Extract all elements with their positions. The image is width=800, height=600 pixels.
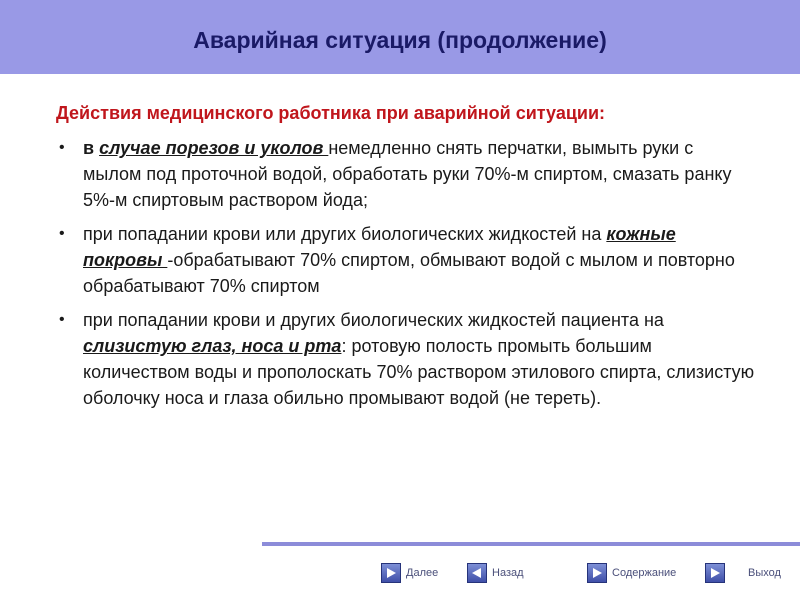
- item-text: : ротовую полость промыть большим количеством воды и прополоскать 70% раствором этилового спирта, слизистую оболочку носа и глаза обильно промывают водой (не тереть).: [83, 336, 755, 408]
- bullet-icon: •: [59, 225, 65, 242]
- item-highlight: кожные покровы: [83, 224, 676, 270]
- next-button[interactable]: [381, 562, 438, 584]
- list-item-mucosa: [56, 307, 756, 411]
- list-item-cuts: [56, 135, 756, 213]
- item-lead: при попадании крови и других биологических жидкостей пациента на: [83, 310, 664, 330]
- arrow-right-icon: [587, 563, 607, 583]
- contents-button[interactable]: [587, 562, 676, 584]
- item-text: немедленно снять перчатки, вымыть руки с мылом под проточной водой, обработать руки 70%-м спиртом, смазать ранку 5%-м спиртовым раствором йода;: [83, 138, 732, 210]
- main-content: [56, 103, 756, 419]
- item-lead: в: [83, 138, 100, 158]
- arrow-left-icon: [467, 563, 487, 583]
- bullet-icon: •: [59, 139, 65, 156]
- item-lead: при попадании крови или других биологических жидкостей на: [83, 224, 607, 244]
- arrow-right-icon: [705, 563, 725, 583]
- back-button[interactable]: [467, 562, 524, 584]
- title-bar: [0, 0, 800, 74]
- bullet-icon: •: [59, 311, 65, 328]
- footer-divider: [262, 542, 800, 546]
- item-highlight: слизистую глаз, носа и рта: [83, 336, 342, 356]
- exit-label: Выход: [748, 567, 781, 579]
- section-subtitle: Действия медицинского работника при аварийной ситуации:: [56, 103, 606, 123]
- arrow-right-icon: [381, 563, 401, 583]
- list-item-skin: [56, 221, 756, 299]
- next-label: Далее: [406, 567, 439, 579]
- page-title: Аварийная ситуация (продолжение): [193, 26, 607, 53]
- action-list: [56, 135, 756, 411]
- item-text: -обрабатывают 70% спиртом, обмывают водой с мылом и повторно обрабатывают 70% спиртом: [83, 250, 735, 296]
- back-label: Назад: [492, 567, 524, 579]
- item-highlight: случае порезов и уколов: [99, 138, 329, 158]
- contents-label: Содержание: [612, 567, 677, 579]
- exit-button[interactable]: [705, 562, 781, 584]
